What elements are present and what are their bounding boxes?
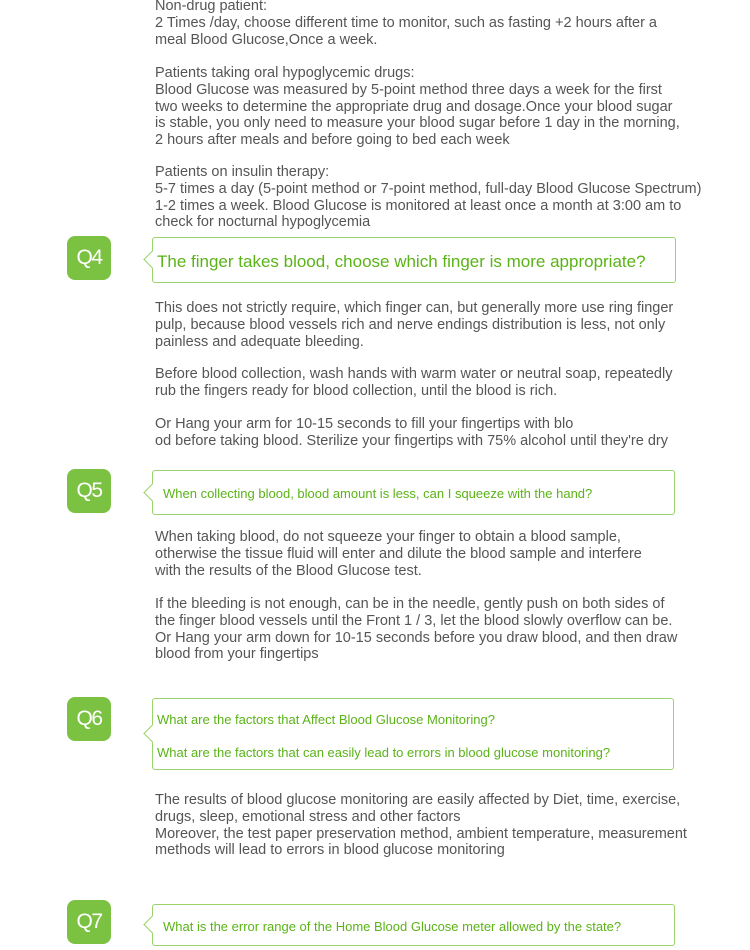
q5-question: When collecting blood, blood amount is less, can I squeeze with the hand? [163, 486, 593, 501]
q4-question-box [152, 237, 676, 283]
q4-answer-3: Or Hang your arm for 10-15 seconds to fill your fingertips with blo od before taking blood. Sterilize your fingertips with 75% alcohol until they're dry [155, 416, 668, 449]
oral-drug-patient-text: Patients taking oral hypoglycemic drugs: Blood Glucose was measured by 5-point method three days a week for the first two weeks to determine the appropriate drug and dosage.Once your blood sugar is stable, you only need to measure your blood sugar before 1 day in the morning, 2 hours after meals and before going to bed each week [155, 65, 680, 149]
non-drug-patient-text: Non-drug patient: 2 Times /day, choose different time to monitor, such as fasting +2 hours after a meal Blood Glucose,Once a week. [155, 0, 657, 48]
callout-arrow [143, 915, 161, 933]
callout-arrow [143, 724, 161, 742]
q7-badge: Q7 [67, 900, 111, 944]
q6-badge: Q6 [67, 697, 111, 741]
callout-arrow [143, 483, 161, 501]
q4-question: The finger takes blood, choose which finger is more appropriate? [157, 252, 646, 271]
q5-question-box [152, 470, 675, 515]
q7-question: What is the error range of the Home Blood Glucose meter allowed by the state? [163, 919, 622, 934]
q4-answer-1: This does not strictly require, which finger can, but generally more use ring finger pulp, because blood vessels rich and nerve endings distribution is less, not only painless and adequate bleeding. [155, 300, 674, 350]
q6-question-1: What are the factors that Affect Blood Glucose Monitoring? [157, 712, 495, 727]
q5-answer-1: When taking blood, do not squeeze your finger to obtain a blood sample, otherwise the tissue fluid will enter and dilute the blood sample and interfere with the results of the Blood Glucose test. [155, 529, 642, 579]
q4-answer-2: Before blood collection, wash hands with warm water or neutral soap, repeatedly rub the fingers ready for blood collection, until the blood is rich. [155, 366, 673, 399]
q6-answer-1: The results of blood glucose monitoring are easily affected by Diet, time, exercise, drugs, sleep, emotional stress and other factors Moreover, the test paper preservation method, ambient temperature, measurement methods will lead to errors in blood glucose monitoring [155, 792, 687, 859]
q4-badge: Q4 [67, 236, 111, 280]
q6-question-2: What are the factors that can easily lead to errors in blood glucose monitoring? [157, 745, 611, 760]
q5-badge: Q5 [67, 469, 111, 513]
q6-question-box [152, 698, 674, 770]
insulin-patient-text: Patients on insulin therapy: 5-7 times a day (5-point method or 7-point method, full-day Blood Glucose Spectrum) 1-2 times a week. Blood Glucose is monitored at least once a month at 3:00 am to check for nocturnal hypoglycemia [155, 164, 702, 231]
q7-question-box [152, 904, 675, 946]
q5-answer-2: If the bleeding is not enough, can be in the needle, gently push on both sides of the finger blood vessels until the Front 1 / 3, let the blood slowly overflow can be. Or Hang your arm down for 10-15 seconds before you draw blood, and then draw blood from your fingertips [155, 596, 678, 663]
